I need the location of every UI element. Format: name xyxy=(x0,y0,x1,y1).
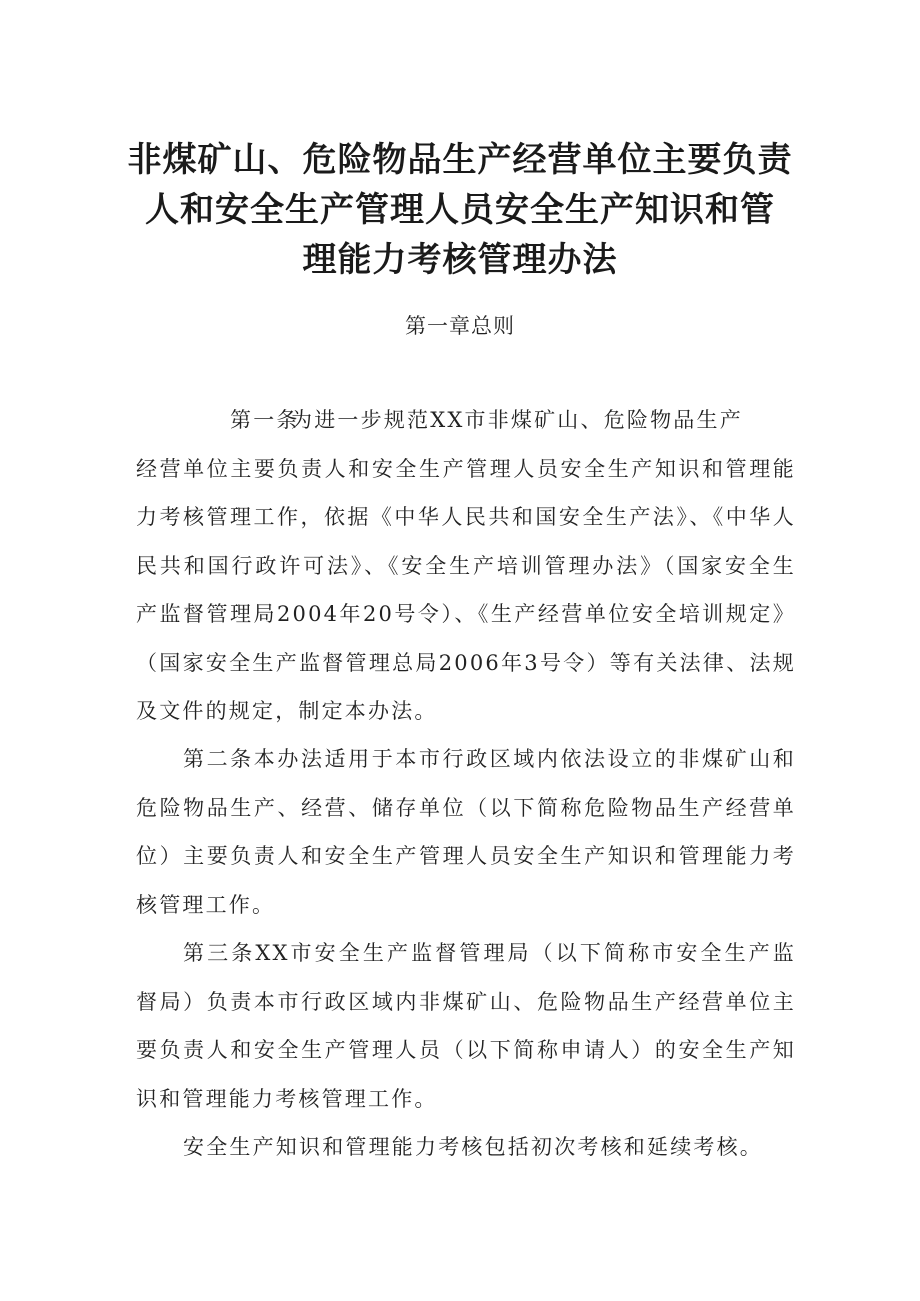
article-1-label: 第一条 xyxy=(230,408,300,432)
article-3 xyxy=(136,929,796,1123)
closing-paragraph-text: 安全生产知识和管理能力考核包括初次考核和延续考核。 xyxy=(183,1135,763,1159)
article-3-text: 第三条XX市安全生产监督管理局（以下简称市安全生产监督局）负责本市行政区域内非煤矿山、危险物品生产经营单位主要负责人和安全生产管理人员（以下简称申请人）的安全生产知识和管理能力考核管理工作。 xyxy=(136,941,796,1111)
title-line-1: 非煤矿山、危险物品生产经营单位主要负责 xyxy=(127,139,793,180)
chapter-heading: 第一章总则 xyxy=(405,314,515,338)
document-title xyxy=(120,135,800,285)
title-line-2: 人和安全生产管理人员安全生产知识和管 xyxy=(145,189,775,230)
article-1-first-line: 为进一步规范XX市非煤矿山、危险物品生产 xyxy=(291,408,743,432)
article-1 xyxy=(136,396,796,736)
article-2 xyxy=(136,735,796,929)
article-1-continuation: 经营单位主要负责人和安全生产管理人员安全生产知识和管理能力考核管理工作，依据《中华人民共和国安全生产法》、《中华人民共和国行政许可法》、《安全生产培训管理办法》（国家安全生产监督管理局2004年20号令）、《生产经营单位安全培训规定》（国家安全生产监督管理总局2006年3号令）等有关法律、法规及文件的规定，制定本办法。 xyxy=(136,456,796,723)
title-line-3: 理能力考核管理办法 xyxy=(302,239,618,280)
closing-paragraph xyxy=(136,1123,796,1172)
article-2-text: 第二条本办法适用于本市行政区域内依法设立的非煤矿山和危险物品生产、经营、储存单位（以下简称危险物品生产经营单位）主要负责人和安全生产管理人员安全生产知识和管理能力考核管理工作。 xyxy=(136,747,796,917)
